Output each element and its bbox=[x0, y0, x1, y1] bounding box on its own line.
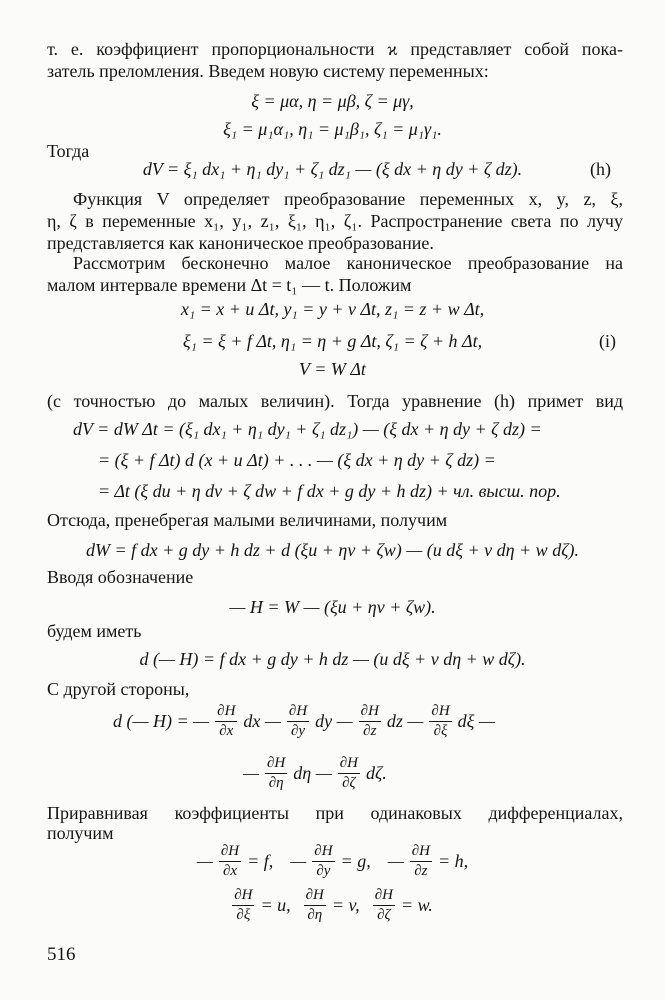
equation: — H = W — (ξu + ηv + ζw). bbox=[229, 597, 436, 617]
equation-partials-line-1: d (— H) = — $\frac{\partial H}{\partial x}$ dx — $\frac{\partial H}{\partial y}$ dy — $\frac{\partial H}{\partial z}$ dz — $\frac{\partial H}{\partial\xi}$ dξ — bbox=[0, 698, 665, 744]
equation: = (ξ + f Δt) d (x + u Δt) + . . . — (ξ dx + η dy + ζ dz) = bbox=[98, 450, 496, 470]
text-line: представляется как каноническое преобразование. bbox=[47, 233, 434, 253]
equation: dW = f dx + g dy + h dz + d (ξu + ηv + ζw) — (u dξ + v dη + w dζ). bbox=[86, 540, 579, 560]
equation: x₁ = x + u Δt, y₁ = y + v Δt, z₁ = z + w Δt, bbox=[180, 299, 485, 319]
text-line: будем иметь bbox=[47, 621, 142, 641]
text-line: Рассмотрим бесконечно малое каноническое преобразование на bbox=[73, 253, 623, 273]
equation-partials-line-2: — $\frac{\partial H}{\partial\eta}$ dη — $\frac{\partial H}{\partial\zeta}$ dζ. bbox=[243, 754, 387, 791]
text-line: Приравнивая коэффициенты при одинаковых дифференциалах, bbox=[47, 803, 623, 823]
equation: d (— H) = f dx + g dy + h dz — (u dξ + v dη + w dζ). bbox=[139, 649, 526, 669]
text-line: Вводя обозначение bbox=[47, 567, 194, 587]
fraction: $\frac{\partial H}{\partial\eta}$ bbox=[305, 886, 324, 923]
fraction: $\frac{\partial H}{\partial x}$ bbox=[217, 702, 236, 739]
equation: V = W Δt bbox=[299, 359, 366, 379]
fraction: $\frac{\partial H}{\partial\xi}$ bbox=[234, 886, 253, 923]
equation-results-row-2: $\frac{\partial H}{\partial\xi}$ = u, $\frac{\partial H}{\partial\eta}$ = v, $\frac{\partial H}{\partial\zeta}$ = w. bbox=[234, 886, 433, 923]
text-line: малом интервале времени Δt = t₁ — t. Положим bbox=[47, 275, 412, 295]
equation-results-row-1: — $\frac{\partial H}{\partial x}$ = f, — $\frac{\partial H}{\partial y}$ = g, — $\frac{\partial H}{\partial z}$ = h, bbox=[196, 842, 469, 879]
text-line: Функция V определяет преобразование переменных x, y, z, ξ, bbox=[73, 189, 623, 209]
fraction: $\frac{\partial H}{\partial x}$ bbox=[220, 842, 240, 879]
fraction: $\frac{\partial H}{\partial z}$ bbox=[411, 842, 430, 879]
equation-i: ξ₁ = ξ + f Δt, η₁ = η + g Δt, ζ₁ = ζ + h Δt, bbox=[182, 331, 483, 351]
text-line: получим bbox=[47, 823, 114, 843]
equation-tag-i: (i) bbox=[599, 331, 616, 351]
text-line: (с точностью до малых величин). Тогда уравнение (h) примет вид bbox=[47, 391, 623, 411]
eq-lhs: d (— H) = — bbox=[113, 710, 210, 731]
text-line: затель преломления. Введем новую систему переменных: bbox=[47, 61, 489, 81]
equation: dV = dW Δt = (ξ₁ dx₁ + η₁ dy₁ + ζ₁ dz₁) — (ξ dx + η dy + ζ dz) = bbox=[73, 419, 542, 439]
equation-tag-h: (h) bbox=[590, 159, 611, 179]
text-line: Отсюда, пренебрегая малыми величинами, получим bbox=[47, 510, 448, 530]
fraction: $\frac{\partial H}{\partial y}$ bbox=[288, 702, 308, 739]
fraction: $\frac{\partial H}{\partial y}$ bbox=[314, 842, 333, 879]
text-line: т. е. коэффициент пропорциональности ϰ представляет собой пока- bbox=[47, 39, 623, 59]
page-number: 516 bbox=[47, 944, 76, 965]
fraction: $\frac{\partial H}{\partial\zeta}$ bbox=[374, 886, 393, 923]
equation: ξ = μα, η = μβ, ζ = μγ, bbox=[251, 91, 414, 111]
equation: = Δt (ξ du + η dv + ζ dw + f dx + g dy + h dz) + чл. высш. пор. bbox=[98, 481, 561, 501]
fraction: $\frac{\partial H}{\partial\zeta}$ bbox=[339, 754, 358, 791]
text-line: С другой стороны, bbox=[47, 679, 190, 699]
text-line: η, ζ в переменные x₁, y₁, z₁, ξ₁, η₁, ζ₁. Распространение света по лучу bbox=[47, 211, 623, 231]
text-line: Тогда bbox=[47, 141, 90, 161]
equation-h: dV = ξ₁ dx₁ + η₁ dy₁ + ζ₁ dz₁ — (ξ dx + η dy + ζ dz). bbox=[142, 159, 523, 179]
fraction: $\frac{\partial H}{\partial z}$ bbox=[360, 702, 379, 739]
fraction: $\frac{\partial H}{\partial\xi}$ bbox=[431, 702, 450, 739]
fraction: $\frac{\partial H}{\partial\eta}$ bbox=[267, 754, 286, 791]
equation: ξ₁ = μ₁α₁, η₁ = μ₁β₁, ζ₁ = μ₁γ₁. bbox=[223, 119, 442, 139]
